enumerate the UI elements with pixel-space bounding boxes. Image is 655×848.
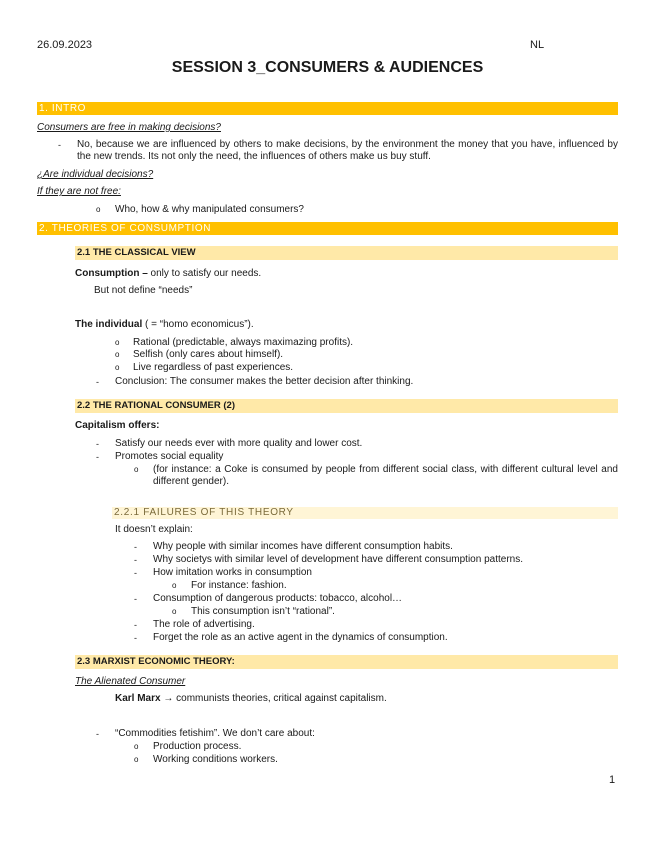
bullet-circle: o: [115, 363, 120, 372]
bullet-dash: -: [134, 555, 137, 565]
bullet-dash: -: [134, 594, 137, 604]
conclusion-text: Conclusion: The consumer makes the better decision after thinking.: [115, 376, 414, 387]
document-title: SESSION 3_CONSUMERS & AUDIENCES: [171, 59, 484, 76]
bullet-circle: o: [115, 350, 120, 359]
term-definition: ( = “homo economicus”).: [142, 319, 254, 330]
list-item: Consumption of dangerous products: tobacco, alcohol…: [153, 593, 403, 604]
list-item: Rational (predictable, always maximazing profits).: [133, 337, 354, 348]
term-definition: → communists theories, critical against capitalism.: [160, 693, 387, 704]
bullet-circle: o: [115, 338, 120, 347]
subsection-heading-marxist: [75, 655, 618, 669]
bullet-dash: -: [96, 452, 99, 462]
list-item: Satisfy our needs ever with more quality and lower cost.: [115, 438, 363, 449]
section-heading-label: 2. THEORIES OF CONSUMPTION: [39, 223, 212, 234]
bullet-dash: -: [134, 633, 137, 643]
needs-note: But not define “needs”: [94, 285, 193, 296]
bullet-dash: -: [134, 620, 137, 630]
bullet-dash: -: [134, 568, 137, 578]
section-heading-theories: [37, 222, 618, 235]
bullet-dash: -: [134, 542, 137, 552]
term-bold: Karl Marx: [115, 693, 161, 704]
fetish-text: “Commodities fetishim”. We don’t care about:: [115, 728, 315, 739]
list-item: Working conditions workers.: [153, 754, 278, 765]
question-not-free: If they are not free:: [37, 186, 121, 197]
subsection-heading-classical: [75, 246, 618, 260]
section-heading-label: 1. INTRO: [39, 103, 87, 114]
marx-line: [115, 693, 387, 705]
bullet-dash: -: [58, 140, 61, 150]
subsubsection-heading-label: 2.2.1 FAILURES OF THIS THEORY: [114, 507, 294, 518]
list-item: How imitation works in consumption: [153, 567, 312, 578]
alienated-consumer: The Alienated Consumer: [75, 676, 186, 687]
bullet-dash: -: [96, 729, 99, 739]
subsection-heading-label: 2.2 THE RATIONAL CONSUMER (2): [77, 400, 235, 411]
bullet-circle: o: [134, 755, 139, 764]
list-item: Who, how & why manipulated consumers?: [115, 204, 304, 215]
list-item: This consumption isn’t “rational”.: [191, 606, 335, 617]
bullet-circle: o: [134, 465, 139, 474]
individual-definition: [75, 319, 254, 331]
subsection-heading-label: 2.1 THE CLASSICAL VIEW: [77, 247, 196, 258]
bullet-dash: -: [96, 377, 99, 387]
header-initials: NL: [530, 39, 545, 51]
list-item: The role of advertising.: [153, 619, 255, 630]
list-item: Why people with similar incomes have different consumption habits.: [153, 541, 453, 552]
bullet-dash: -: [96, 439, 99, 449]
list-item: Promotes social equality: [115, 451, 224, 462]
list-item: For instance: fashion.: [191, 580, 287, 591]
subsubsection-heading-failures: [112, 507, 618, 519]
list-item: Forget the role as an active agent in the dynamics of consumption.: [153, 632, 448, 643]
term-bold: The individual: [75, 319, 143, 330]
bullet-circle: o: [172, 581, 177, 590]
question-free: Consumers are free in making decisions?: [37, 122, 221, 133]
failures-intro: It doesn’t explain:: [115, 524, 193, 535]
subsection-heading-label: 2.3 MARXIST ECONOMIC THEORY:: [77, 656, 235, 667]
question-individual: ¿Are individual decisions?: [37, 169, 154, 180]
bullet-circle: o: [172, 607, 177, 616]
coke-example: (for instance: a Coke is consumed by people from different social class, with different cultural level and different gender).: [153, 464, 618, 487]
section-heading-intro: [37, 102, 618, 115]
list-item: Why societys with similar level of development have different consumption patterns.: [153, 554, 523, 565]
page-number: 1: [609, 774, 616, 786]
header-date: 26.09.2023: [37, 39, 93, 51]
answer-paragraph: No, because we are influenced by others to make decisions, by the environment the money that you have, influenced by the new trends. Its not only the need, the influences of others make us buy stuff.: [77, 139, 618, 162]
consumption-definition: [75, 268, 261, 280]
bullet-circle: o: [96, 205, 101, 214]
subsection-heading-rational: [75, 399, 618, 413]
bullet-circle: o: [134, 742, 139, 751]
term-bold: Consumption –: [75, 268, 148, 279]
list-item: Live regardless of past experiences.: [133, 362, 294, 373]
list-item: Selfish (only cares about himself).: [133, 349, 284, 360]
term-definition: only to satisfy our needs.: [147, 268, 262, 279]
capitalism-offers: Capitalism offers:: [75, 420, 160, 431]
list-item: Production process.: [153, 741, 242, 752]
